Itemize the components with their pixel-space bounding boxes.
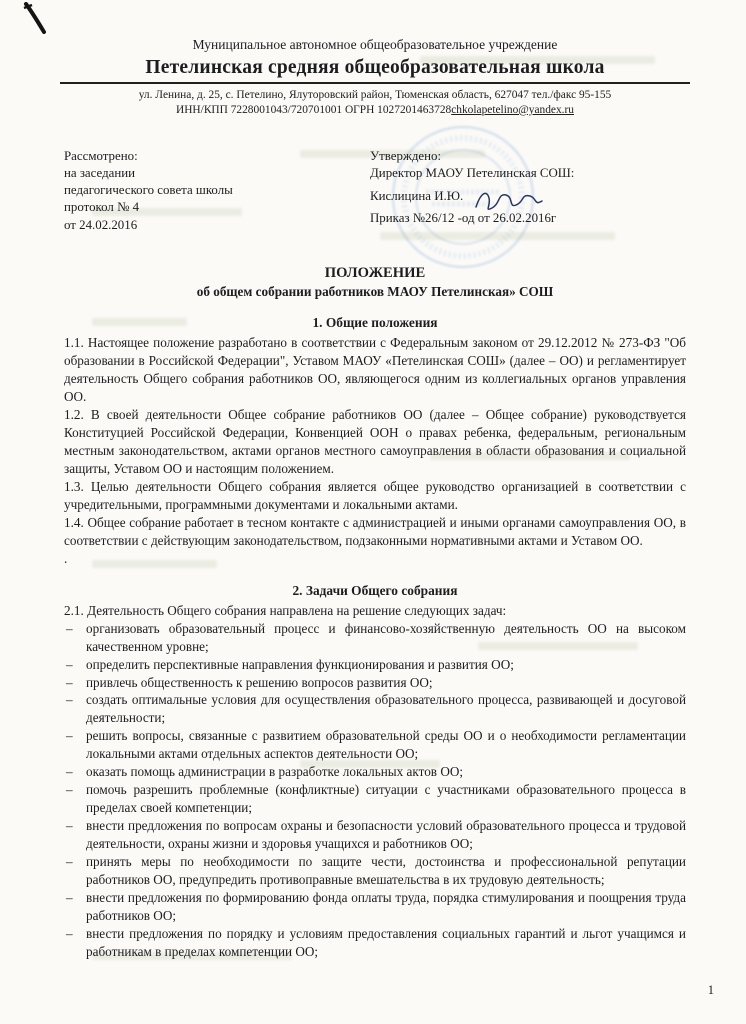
- reviewed-block: [64, 148, 299, 234]
- header-rule: [60, 82, 690, 84]
- paragraph-1-4: 1.4. Общее собрание работает в тесном контакте с администрацией и иными органами самоуправления ОО, в соответствии с действующим законодательством, подзаконными нормативными актами и Уставом ОО.: [64, 514, 686, 548]
- paragraph-1-2: 1.2. В своей деятельности Общее собрание работников ОО (далее – Общее собрание) руководствуется Конституцией Российской Федерации, Конвенцией ООН о правах ребенка, федеральным, региональным местным законодательством, актами органов местного самоуправления в области образования и социальной защиты, Уставом ОО и настоящим положением.: [64, 407, 686, 476]
- list-item: – принять меры по необходимости по защите чести, достоинства и профессиональной репутации работников ОО, предупредить противоправные вмешательства в их трудовую деятельность;: [64, 853, 686, 889]
- document-subtitle: об общем собрании работников МАОУ Петелинская» СОШ: [196, 283, 554, 299]
- list-item: – привлечь общественность к решению вопросов развития ОО;: [64, 674, 686, 692]
- inn-ogrn: ИНН/КПП 7228001043/720701001 ОГРН 1027201463728: [175, 103, 452, 116]
- order-line: Приказ №26/12 -од от 26.02.2016г: [370, 211, 557, 226]
- approved-block: [370, 148, 686, 234]
- list-item: – организовать образовательный процесс и финансово-хозяйственную деятельность ОО на высоком качественном уровне;: [64, 620, 686, 656]
- stray-dot: .: [64, 550, 68, 566]
- email-link[interactable]: chkolapetelino@yandex.ru: [451, 103, 574, 116]
- director-signature: [473, 187, 545, 215]
- list-item: – внести предложения по вопросам охраны и безопасности условий образовательного процесса и трудовой деятельности, охраны жизни и здоровья учащихся и работников ОО;: [64, 817, 686, 853]
- reviewed-line: на заседании: [64, 165, 136, 180]
- director-name: Кислицина И.Ю.: [370, 188, 464, 203]
- section-heading-1: 1. Общие положения: [312, 315, 438, 331]
- approved-label: Утверждено:: [370, 148, 442, 163]
- reviewed-line: от 24.02.2016: [64, 217, 138, 232]
- page-number: 1: [707, 983, 714, 997]
- scan-corner-artifact: [22, 2, 56, 34]
- list-item: – решить вопросы, связанные с развитием образовательной среды ОО и о необходимости регламентации локальными актами отдельных аспектов деятельности ОО;: [64, 727, 686, 763]
- organization-type: Муниципальное автономное общеобразовательное учреждение: [192, 37, 558, 52]
- approval-section: [64, 148, 686, 234]
- paragraph-1-1: 1.1. Настоящее положение разработано в соответствии с Федеральным законом от 29.12.2012 № 273-ФЗ "Об образовании в Российской Федерации", Уставом МАОУ «Петелинская СОШ» (далее – ОО) и регламентирует деятельность Общего собрания работников ОО, являющегося одним из коллегиальных органов управления ОО.: [64, 335, 686, 405]
- document-title: ПОЛОЖЕНИЕ: [324, 264, 426, 281]
- director-name-line: [370, 182, 686, 210]
- list-item: – создать оптимальные условия для осуществления образовательного процесса, развивающей и досуговой деятельности;: [64, 691, 686, 727]
- school-name: Петелинская средняя общеобразовательная школа: [145, 56, 605, 78]
- director-line: Директор МАОУ Петелинская СОШ:: [370, 165, 575, 180]
- paragraph-2-1: 2.1. Деятельность Общего собрания направлена на решение следующих задач:: [64, 602, 507, 618]
- paragraph-1-3: 1.3. Целью деятельности Общего собрания является общее руководство организацией в соответствии с учредительными, программными документами и локальными актами.: [64, 478, 686, 512]
- reviewed-line: педагогического совета школы: [64, 183, 233, 198]
- tasks-list: [64, 620, 686, 961]
- reviewed-line: протокол № 4: [64, 200, 140, 215]
- list-item: – внести предложения по формированию фонда оплаты труда, порядка стимулирования и поощрения труда работников ОО;: [64, 889, 686, 925]
- list-item: – определить перспективные направления функционирования и развития ОО;: [64, 656, 686, 674]
- list-item: – оказать помощь администрации в разработке локальных актов ОО;: [64, 763, 686, 781]
- list-item: – внести предложения по порядку и условиям предоставления социальных гарантий и льгот учащимся и работникам в пределах компетенции ОО;: [64, 925, 686, 961]
- reviewed-line: Рассмотрено:: [64, 148, 138, 163]
- list-item: – помочь разрешить проблемные (конфликтные) ситуации с участниками образовательного процесса в пределах своей компетенции;: [64, 781, 686, 817]
- school-address: ул. Ленина, д. 25, с. Петелино, Ялуторовский район, Тюменская область, 627047 тел./факс 95-155: [138, 88, 612, 101]
- section-heading-2: 2. Задачи Общего собрания: [292, 582, 458, 598]
- school-registration-line: [64, 103, 686, 118]
